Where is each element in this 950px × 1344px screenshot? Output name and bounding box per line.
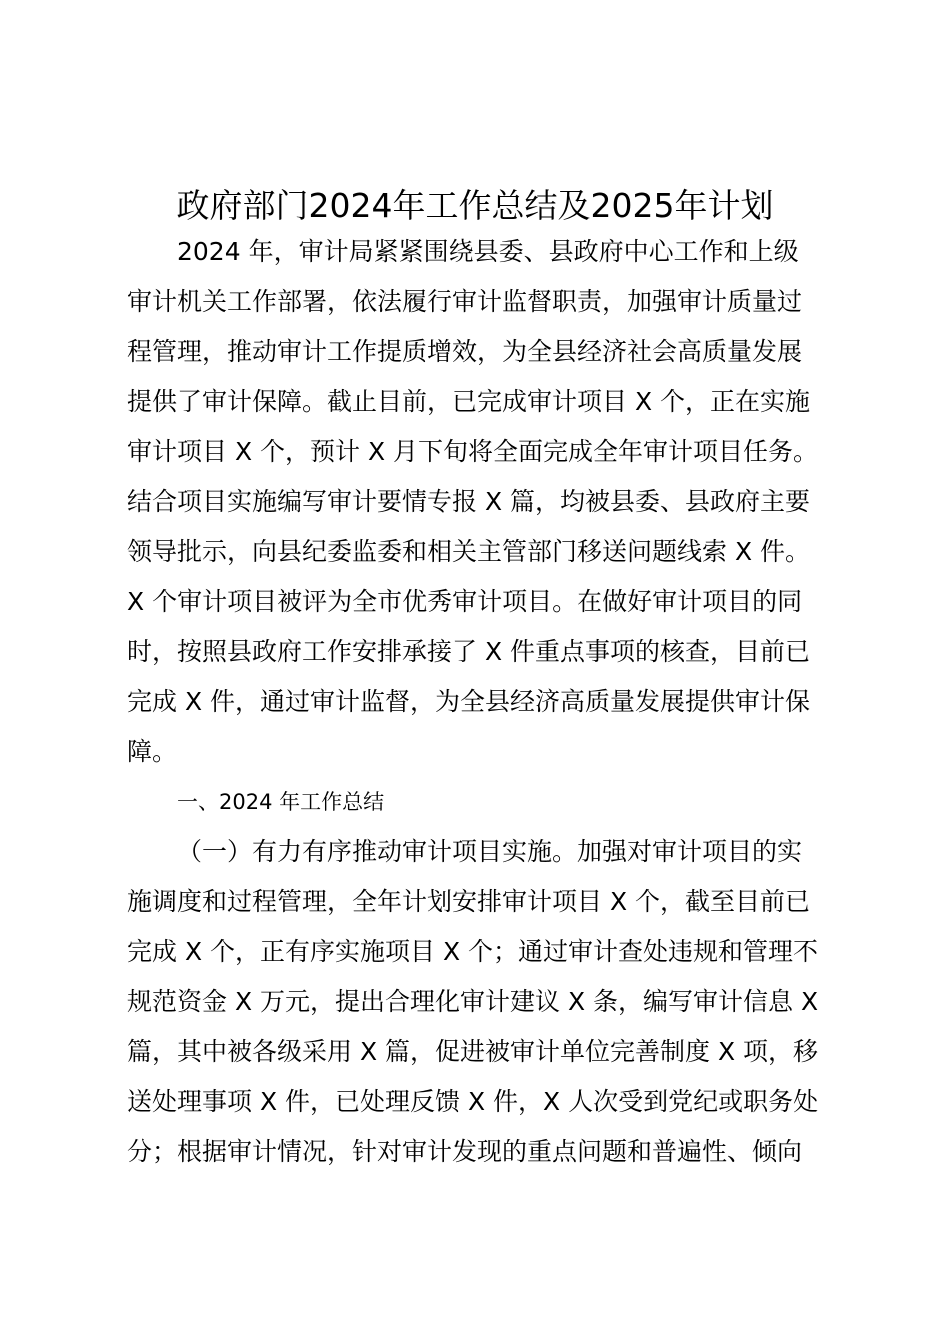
section-heading: 一、2024 年工作总结: [177, 790, 385, 814]
paragraph-line: 障。: [127, 737, 178, 766]
document-title: 政府部门2024年工作总结及2025年计划: [176, 186, 774, 225]
paragraph-line: X 个审计项目被评为全市优秀审计项目。在做好审计项目的同: [127, 587, 803, 616]
paragraph-line: 分；根据审计情况，针对审计发现的重点问题和普遍性、倾向: [127, 1137, 803, 1166]
paragraph-line: 结合项目实施编写审计要情专报 X 篇，均被县委、县政府主要: [127, 487, 811, 516]
paragraph-line: 2024 年，审计局紧紧围绕县委、县政府中心工作和上级: [177, 237, 799, 266]
paragraph-line: 送处理事项 X 件，已处理反馈 X 件，X 人次受到党纪或职务处: [127, 1087, 819, 1116]
paragraph-line: 程管理，推动审计工作提质增效，为全县经济社会高质量发展: [127, 337, 803, 366]
paragraph-line: 规范资金 X 万元，提出合理化审计建议 X 条，编写审计信息 X: [127, 987, 819, 1016]
paragraph-line: 篇，其中被各级采用 X 篇，促进被审计单位完善制度 X 项，移: [127, 1037, 819, 1066]
paragraph-line: 施调度和过程管理，全年计划安排审计项目 X 个，截至目前已: [127, 887, 811, 916]
paragraph-line: 提供了审计保障。截止目前，已完成审计项目 X 个，正在实施: [127, 387, 811, 416]
paragraph-line: 完成 X 个，正有序实施项目 X 个；通过审计查处违规和管理不: [127, 937, 819, 966]
paragraph-line: 领导批示，向县纪委监委和相关主管部门移送问题线索 X 件。: [127, 537, 811, 566]
paragraph-line: 完成 X 件，通过审计监督，为全县经济高质量发展提供审计保: [127, 687, 811, 716]
paragraph-line: 时，按照县政府工作安排承接了 X 件重点事项的核查，目前已: [127, 637, 811, 666]
paragraph-line: 审计机关工作部署，依法履行审计监督职责，加强审计质量过: [127, 287, 803, 316]
document-body: [127, 227, 847, 1177]
paragraph-line: （一）有力有序推动审计项目实施。加强对审计项目的实: [177, 837, 803, 866]
paragraph-line: 审计项目 X 个，预计 X 月下旬将全面完成全年审计项目任务。: [127, 437, 819, 466]
